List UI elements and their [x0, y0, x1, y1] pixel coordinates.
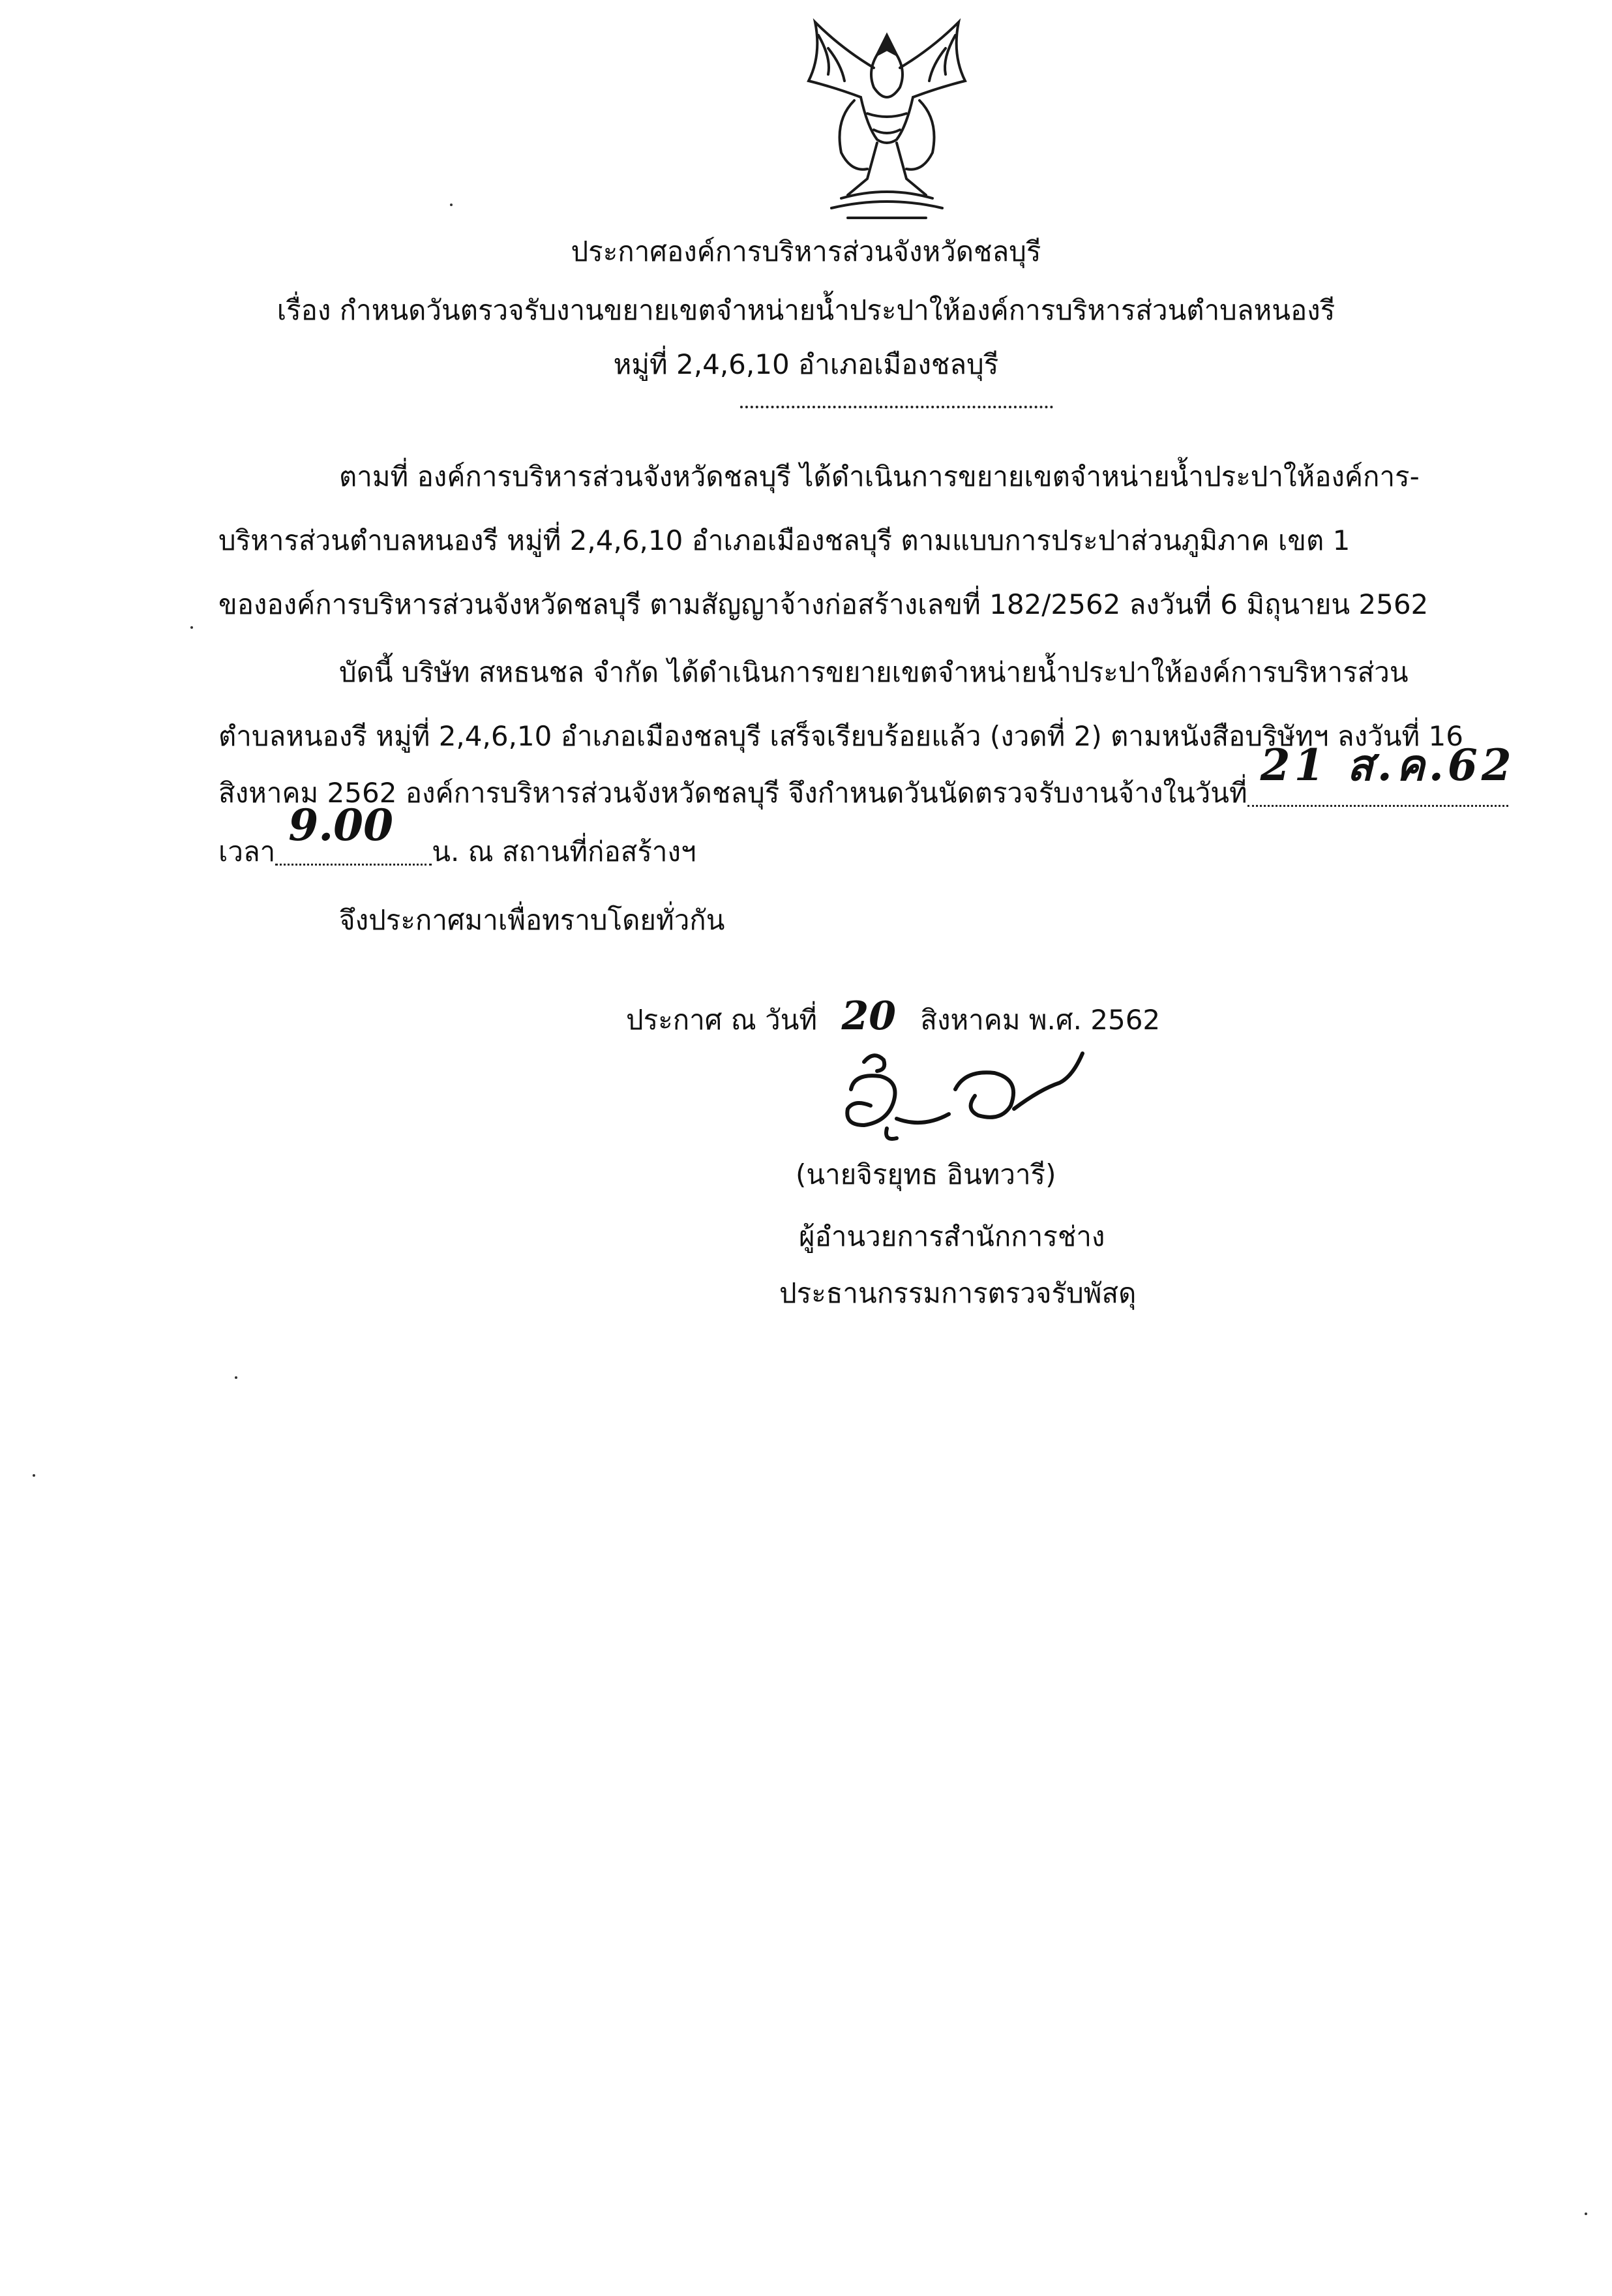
announce-day-handwritten: 20 [841, 993, 896, 1039]
paragraph-2-line-1: บัดนี้ บริษัท สหธนชล จำกัด ได้ดำเนินการขยายเขตจำหน่ายน้ำประปาให้องค์การบริหารส่วน [339, 656, 1409, 688]
inspection-date-handwritten: 21 ส.ค.62 [1260, 740, 1515, 791]
garuda-emblem-icon [769, 9, 1004, 231]
scan-speck [450, 204, 453, 206]
paragraph-2-line-3 [218, 740, 1515, 809]
date-lead-text: สิงหาคม 2562 องค์การบริหารส่วนจังหวัดชลบุรี จึงกำหนดวันนัดตรวจรับงานจ้างในวันที่ [218, 777, 1247, 809]
paragraph-1-line-2: บริหารส่วนตำบลหนองรี หมู่ที่ 2,4,6,10 อำเภอเมืองชลบุรี ตามแบบการประปาส่วนภูมิภาค เขต 1 [218, 524, 1351, 556]
signatory-position: ผู้อำนวยการสำนักการช่าง [799, 1220, 1105, 1252]
scan-speck [1585, 2213, 1587, 2215]
subject-line-2: หมู่ที่ 2,4,6,10 อำเภอเมืองชลบุรี [613, 348, 999, 380]
scan-speck [235, 1376, 237, 1379]
inspection-time-handwritten: 9.00 [288, 800, 394, 851]
paragraph-1-line-3: ขององค์การบริหารส่วนจังหวัดชลบุรี ตามสัญญาจ้างก่อสร้างเลขที่ 182/2562 ลงวันที่ 6 มิถุนายน 2562 [218, 588, 1429, 620]
announce-suffix: สิงหาคม พ.ศ. 2562 [920, 1004, 1161, 1036]
announce-prefix: ประกาศ ณ วันที่ [626, 1004, 818, 1036]
paragraph-2-line-2: ตำบลหนองรี หมู่ที่ 2,4,6,10 อำเภอเมืองชลบุรี เสร็จเรียบร้อยแล้ว (งวดที่ 2) ตามหนังสือบริษัทฯ ลงวันที่ 16 [218, 720, 1463, 752]
signature-mark [825, 1044, 1105, 1174]
signatory-name: (นายจิรยุทธ อินทวารี) [796, 1158, 1056, 1190]
signatory-role: ประธานกรรมการตรวจรับพัสดุ [779, 1277, 1137, 1309]
paragraph-1-line-1: ตามที่ องค์การบริหารส่วนจังหวัดชลบุรี ได้ดำเนินการขยายเขตจำหน่ายน้ำประปาให้องค์การ- [339, 461, 1420, 492]
dotted-separator [740, 406, 1053, 408]
announce-date-line [626, 993, 1161, 1039]
time-label: เวลา [218, 836, 276, 868]
subject-line: เรื่อง กำหนดวันตรวจรับงานขยายเขตจำหน่ายน้ำประปาให้องค์การบริหารส่วนตำบลหนองรี [276, 294, 1336, 326]
time-suffix: น. ณ สถานที่ก่อสร้างฯ [432, 836, 696, 868]
closing-text: จึงประกาศมาเพื่อทราบโดยทั่วกัน [339, 904, 725, 936]
scan-speck [190, 626, 193, 629]
inspection-time-field [275, 800, 432, 866]
announcement-title: ประกาศองค์การบริหารส่วนจังหวัดชลบุรี [571, 235, 1041, 267]
time-line [218, 800, 696, 868]
inspection-date-field [1247, 740, 1515, 807]
scan-speck [33, 1474, 35, 1477]
